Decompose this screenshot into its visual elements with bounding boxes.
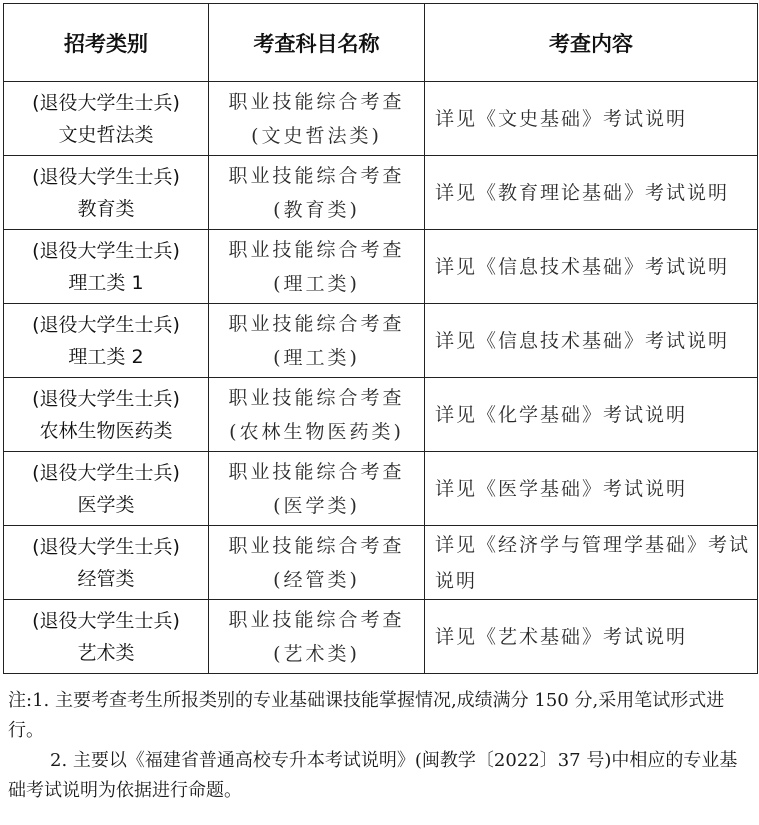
subject-name: 职业技能综合考查 [228,312,405,335]
table-row [4,82,758,156]
category-cell [4,156,209,230]
category-prefix: (退役大学生士兵) [32,461,180,484]
subject-type: (农林生物医药类) [229,420,404,443]
subject-name: 职业技能综合考查 [228,460,405,483]
subject-name: 职业技能综合考查 [228,608,405,631]
content-cell: 详见《化学基础》考试说明 [425,378,758,452]
subject-type: (经管类) [273,568,360,591]
subject-cell [209,378,425,452]
category-name: 艺术类 [77,641,135,664]
category-cell [4,526,209,600]
subject-name: 职业技能综合考查 [228,386,405,409]
category-prefix: (退役大学生士兵) [32,91,180,114]
category-name: 教育类 [77,197,135,220]
category-name: 理工类 1 [68,271,144,294]
subject-type: (艺术类) [273,642,360,665]
category-name: 文史哲法类 [58,123,154,146]
subject-type: (理工类) [273,272,360,295]
subject-name: 职业技能综合考查 [228,238,405,261]
category-cell [4,600,209,674]
content-cell: 详见《医学基础》考试说明 [425,452,758,526]
category-name: 理工类 2 [68,345,144,368]
subject-type: (教育类) [273,198,360,221]
subject-cell [209,230,425,304]
category-prefix: (退役大学生士兵) [32,535,180,558]
subject-name: 职业技能综合考查 [228,90,405,113]
category-name: 经管类 [77,567,135,590]
notes-section [8,686,753,806]
header-content: 考查内容 [425,4,758,82]
header-category: 招考类别 [4,4,209,82]
note-2: 2. 主要以《福建省普通高校专升本考试说明》(闽教学〔2022〕37 号)中相应的专业基础考试说明为依据进行命题。 [8,750,738,801]
content-cell: 详见《文史基础》考试说明 [425,82,758,156]
subject-cell [209,82,425,156]
category-cell [4,378,209,452]
category-cell [4,230,209,304]
table-row [4,526,758,600]
content-cell: 详见《艺术基础》考试说明 [425,600,758,674]
header-subject: 考查科目名称 [209,4,425,82]
table-row [4,600,758,674]
note-1: 注:1. 主要考查考生所报类别的专业基础课技能掌握情况,成绩满分 150 分,采用笔试形式进行。 [8,690,725,741]
subject-name: 职业技能综合考查 [228,164,405,187]
subject-name: 职业技能综合考查 [228,534,405,557]
subject-type: (理工类) [273,346,360,369]
content-cell: 详见《教育理论基础》考试说明 [425,156,758,230]
subject-type: (医学类) [273,494,360,517]
category-prefix: (退役大学生士兵) [32,313,180,336]
category-prefix: (退役大学生士兵) [32,239,180,262]
subject-cell [209,156,425,230]
table-row [4,378,758,452]
content-cell: 详见《信息技术基础》考试说明 [425,304,758,378]
category-name: 医学类 [77,493,135,516]
category-cell [4,452,209,526]
category-name: 农林生物医药类 [39,419,173,442]
category-prefix: (退役大学生士兵) [32,165,180,188]
subject-cell [209,304,425,378]
subject-cell [209,526,425,600]
content-cell: 详见《信息技术基础》考试说明 [425,230,758,304]
category-prefix: (退役大学生士兵) [32,387,180,410]
category-cell [4,82,209,156]
subject-type: (文史哲法类) [251,124,382,147]
exam-subject-table [3,3,758,674]
subject-cell [209,600,425,674]
category-prefix: (退役大学生士兵) [32,609,180,632]
subject-cell [209,452,425,526]
table-row [4,156,758,230]
content-cell: 详见《经济学与管理学基础》考试说明 [425,526,758,600]
table-row [4,230,758,304]
table-header-row [4,4,758,82]
table-row [4,452,758,526]
category-cell [4,304,209,378]
table-row [4,304,758,378]
